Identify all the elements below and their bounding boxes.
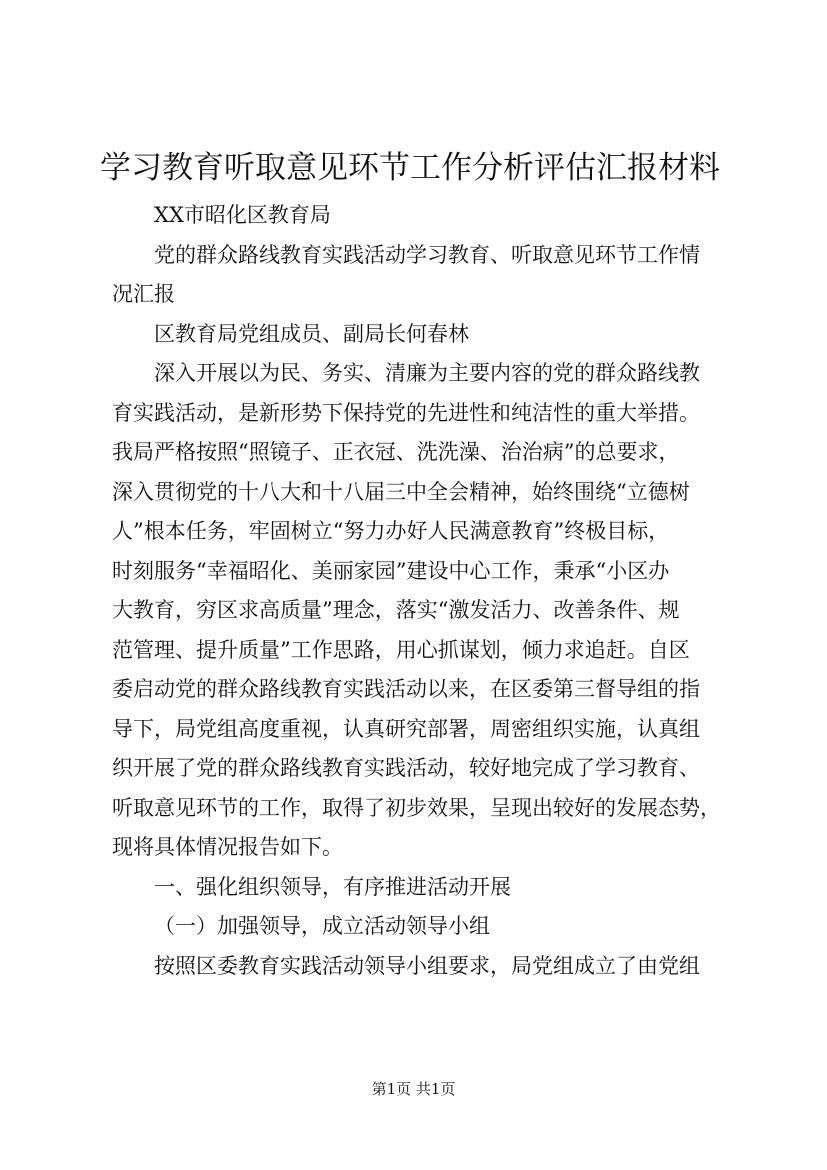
body-line: 范管理、提升质量”工作思路，用心抓谋划，倾力求追赶。自区 [112,637,690,662]
body-line: 导下，局党组高度重视，认真研究部署，周密组织实施，认真组 [112,716,700,741]
body-line: 区教育局党组成员、副局长何春林 [154,321,469,346]
subsection-heading: （一）加强领导，成立活动领导小组 [154,914,490,938]
body-line: 大教育，穷区求高质量”理念，落实“激发活力、改善条件、规 [112,598,680,622]
body-line: 听取意见环节的工作，取得了初步效果，呈现出较好的发展态势， [112,795,721,820]
body-line: 织开展了党的群众路线教育实践活动，较好地完成了学习教育、 [112,756,700,780]
page-footer: 第1页 共1页 [371,1080,456,1098]
body-line: 党的群众路线教育实践活动学习教育、听取意见环节工作情 [154,242,700,267]
body-line: 现将具体情况报告如下。 [112,835,343,859]
body-line: 育实践活动，是新形势下保持党的先进性和纯洁性的重大举措。 [112,400,700,425]
body-line: 按照区委教育实践活动领导小组要求，局党组成立了由党组 [154,953,700,978]
body-line: 况汇报 [112,282,175,306]
body-line: 深入开展以为民、务实、清廉为主要内容的党的群众路线教 [154,361,700,385]
body-line: 委启动党的群众路线教育实践活动以来，在区委第三督导组的指 [112,677,700,701]
document-body [112,196,720,986]
section-heading: 一、强化组织领导，有序推进活动开展 [154,874,511,899]
body-line: 时刻服务“幸福昭化、美丽家园”建设中心工作，秉承“小区办 [112,558,670,583]
body-line: XX市昭化区教育局 [154,203,331,227]
body-line: 深入贯彻党的十八大和十八届三中全会精神，始终围绕“立德树 [112,479,690,504]
document-title: 学习教育听取意见环节工作分析评估汇报材料 [100,150,720,186]
body-line: 我局严格按照“照镜子、正衣冠、洗洗澡、治治病”的总要求， [112,440,680,464]
body-line: 人”根本任务，牢固树立“努力办好人民满意教育”终极目标， [112,519,670,543]
